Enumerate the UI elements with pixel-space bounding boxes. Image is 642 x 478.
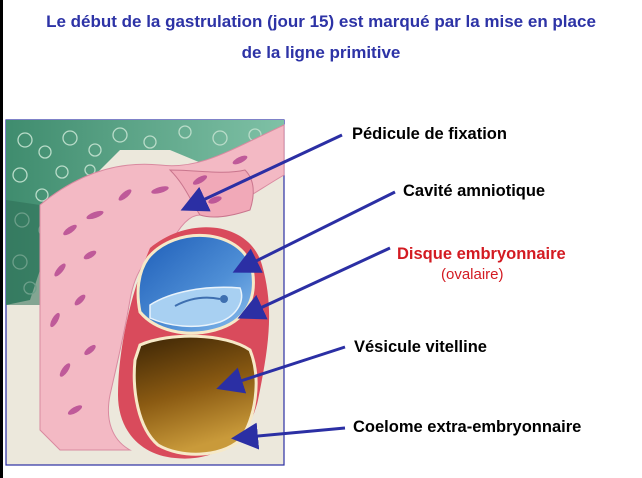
title-line-2: de la ligne primitive [241,43,401,62]
label-cavite: Cavité amniotique [403,182,546,200]
label-vesicule: Vésicule vitelline [354,338,487,356]
label-pedicule: Pédicule de fixation [352,125,507,143]
label-coelome: Coelome extra-embryonnaire [353,418,582,436]
title-line-1: Le début de la gastrulation (jour 15) est marqué par la mise en place [46,12,596,31]
label-disque-sub: (ovalaire) [441,266,504,283]
primitive-node [220,295,228,303]
label-disque: Disque embryonnaire [397,245,566,263]
